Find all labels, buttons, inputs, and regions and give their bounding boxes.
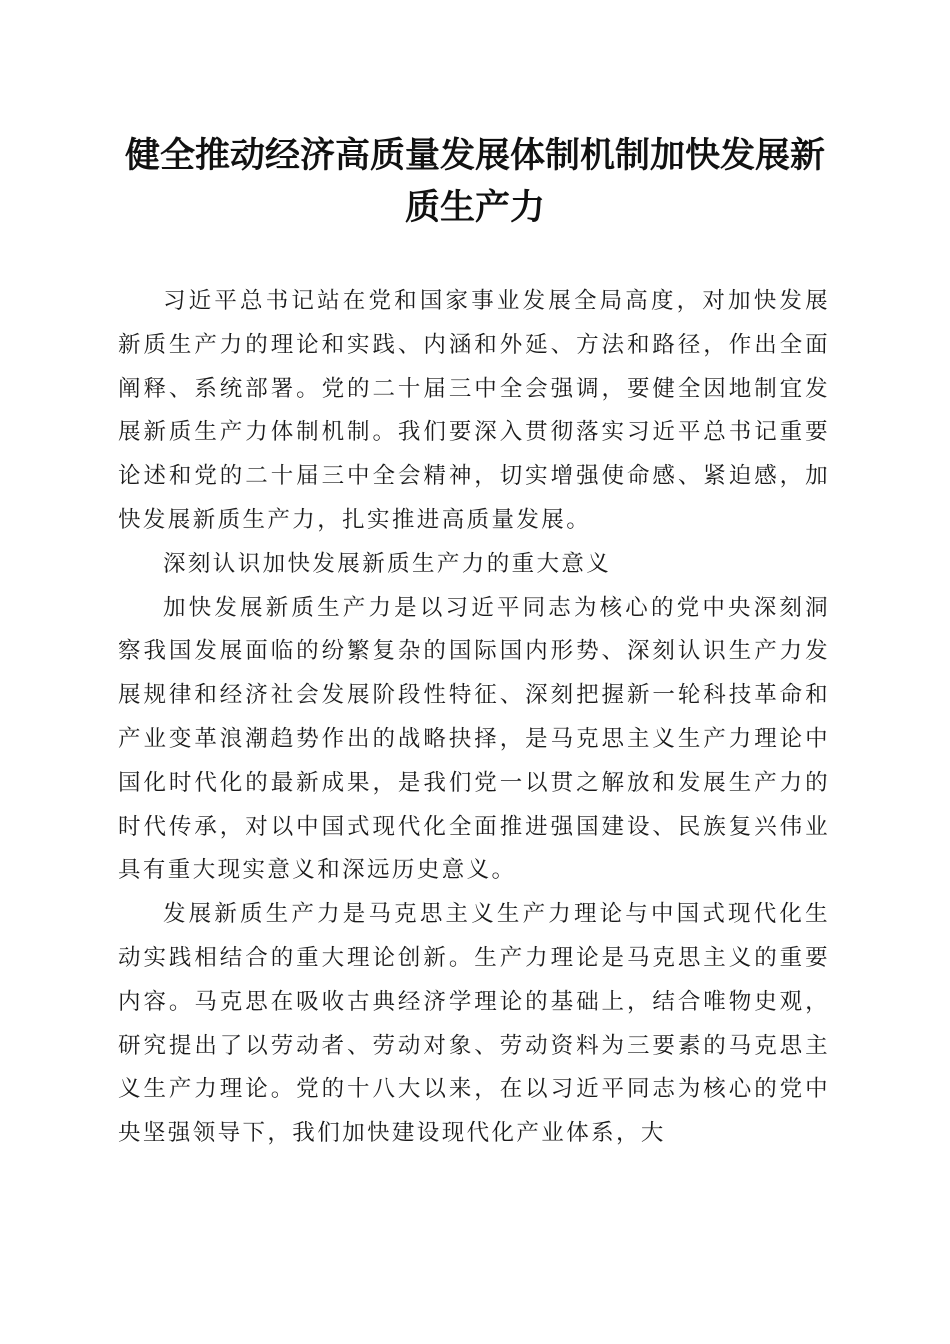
paragraph-significance: 加快发展新质生产力是以习近平同志为核心的党中央深刻洞察我国发展面临的纷繁复杂的国际国内形势、深刻认识生产力发展规律和经济社会发展阶段性特征、深刻把握新一轮科技革命和产业变革浪潮趋势作出的战略抉择，是马克思主义生产力理论中国化时代化的最新成果，是我们党一以贯之解放和发展生产力的时代传承，对以中国式现代化全面推进强国建设、民族复兴伟业具有重大现实意义和深远历史意义。 <box>118 594 830 884</box>
document-body <box>118 280 830 1156</box>
document-title: 健全推动经济高质量发展体制机制加快发展新质生产力 <box>124 135 825 228</box>
section-heading: 深刻认识加快发展新质生产力的重大意义 <box>163 550 612 577</box>
paragraph-intro: 习近平总书记站在党和国家事业发展全局高度，对加快发展新质生产力的理论和实践、内涵和外延、方法和路径，作出全面阐释、系统部署。党的二十届三中全会强调，要健全因地制宜发展新质生产力体制机制。我们要深入贯彻落实习近平总书记重要论述和党的二十届三中全会精神，切实增强使命感、紧迫感，加快发展新质生产力，扎实推进高质量发展。 <box>118 288 830 533</box>
paragraph-theory-innovation: 发展新质生产力是马克思主义生产力理论与中国式现代化生动实践相结合的重大理论创新。生产力理论是马克思主义的重要内容。马克思在吸收古典经济学理论的基础上，结合唯物史观，研究提出了以劳动者、劳动对象、劳动资料为三要素的马克思主义生产力理论。党的十八大以来，在以习近平同志为核心的党中央坚强领导下，我们加快建设现代化产业体系，大 <box>118 901 830 1147</box>
